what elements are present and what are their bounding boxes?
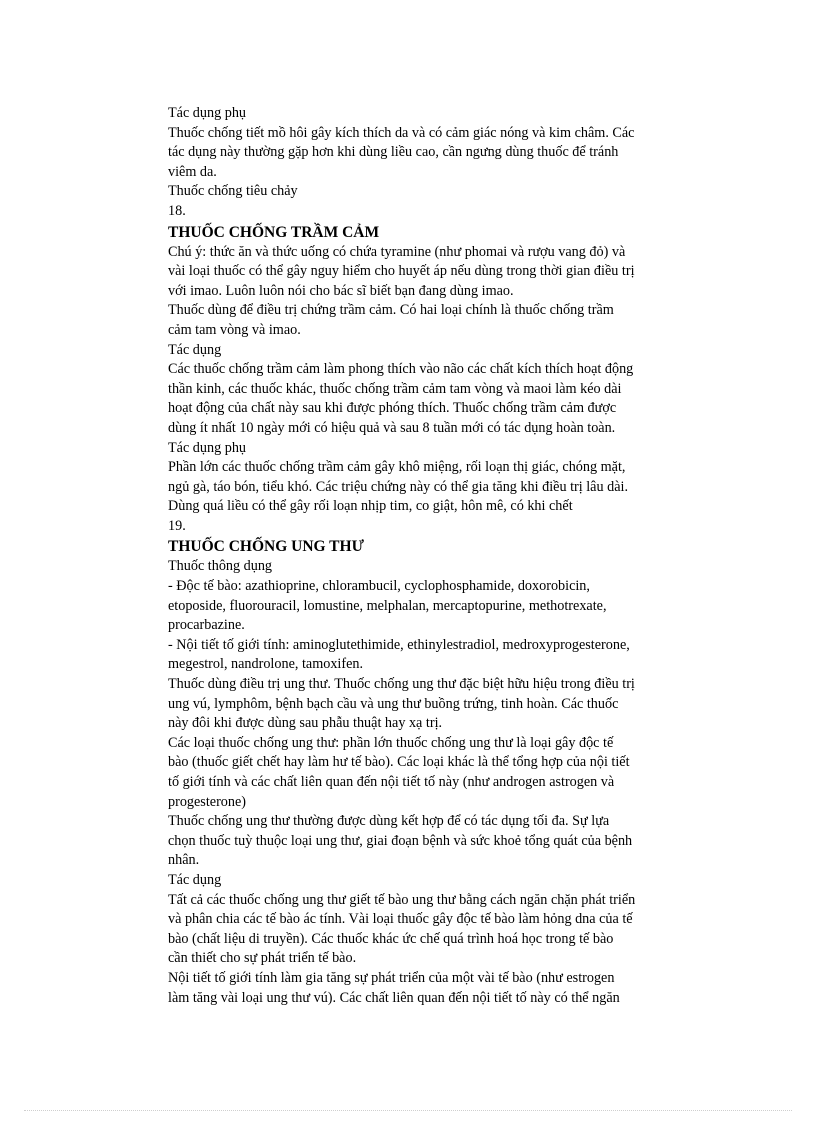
text-line: bào (thuốc giết chết hay làm hư tế bào). Các loại khác là thể tổng hợp của nội tiết bbox=[168, 754, 630, 771]
text-line: Chú ý: thức ăn và thức uống có chứa tyramine (như phomai và rượu vang đỏ) và bbox=[168, 243, 626, 260]
text-line: Các loại thuốc chống ung thư: phần lớn thuốc chống ung thư là loại gây độc tế bbox=[168, 734, 614, 751]
paragraph bbox=[168, 439, 700, 459]
paragraph bbox=[168, 517, 700, 537]
text-line: Các thuốc chống trầm cảm làm phong thích vào não các chất kích thích hoạt động bbox=[168, 361, 634, 378]
paragraph bbox=[168, 341, 700, 361]
text-line: dùng ít nhất 10 ngày mới có hiệu quả và sau 8 tuần mới có tác dụng hoàn toàn. bbox=[168, 419, 616, 436]
text-line: Dùng quá liều có thể gây rối loạn nhịp tim, co giật, hôn mê, có khi chết bbox=[168, 498, 573, 515]
text-line: Thuốc chống tiết mồ hôi gây kích thích da và có cảm giác nóng và kim châm. Các bbox=[168, 124, 635, 141]
text-line: cảm tam vòng và imao. bbox=[168, 321, 301, 338]
paragraph bbox=[168, 124, 700, 183]
text-line: vài loại thuốc có thể gây nguy hiểm cho huyết áp nếu dùng trong thời gian điều trị bbox=[168, 263, 635, 280]
text-line: ung vú, lymphôm, bệnh bạch cầu và ung thư buồng trứng, tinh hoàn. Các thuốc bbox=[168, 695, 619, 712]
paragraph bbox=[168, 871, 700, 891]
paragraph bbox=[168, 360, 700, 438]
paragraph bbox=[168, 577, 700, 636]
text-line: 19. bbox=[168, 517, 186, 534]
text-line: megestrol, nandrolone, tamoxifen. bbox=[168, 656, 364, 673]
text-line: với imao. Luôn luôn nói cho bác sĩ biết bạn đang dùng imao. bbox=[168, 282, 514, 299]
paragraph bbox=[168, 202, 700, 222]
text-line: Phần lớn các thuốc chống trầm cảm gây khô miệng, rối loạn thị giác, chóng mặt, bbox=[168, 459, 626, 476]
paragraph bbox=[168, 891, 700, 969]
text-line: Tất cả các thuốc chống ung thư giết tế bào ung thư bằng cách ngăn chặn phát triển bbox=[168, 891, 636, 908]
text-line: thần kinh, các thuốc khác, thuốc chống trầm cảm tam vòng và maoi làm kéo dài bbox=[168, 380, 622, 397]
section-heading bbox=[168, 223, 700, 243]
text-line: Thuốc chống ung thư thường được dùng kết hợp để có tác dụng tối đa. Sự lựa bbox=[168, 813, 610, 830]
text-line: ngủ gà, táo bón, tiểu khó. Các triệu chứng này có thể gia tăng khi điều trị lâu dài. bbox=[168, 478, 628, 495]
text-line: và phân chia các tế bào ác tính. Vài loại thuốc gây độc tế bào làm hỏng dna của tế bbox=[168, 911, 633, 928]
text-line: - Nội tiết tố giới tính: aminoglutethimide, ethinylestradiol, medroxyprogesterone, bbox=[168, 636, 630, 653]
paragraph bbox=[168, 301, 700, 340]
text-line: - Độc tế bào: azathioprine, chlorambucil, cyclophosphamide, doxorobicin, bbox=[168, 578, 590, 595]
heading-text: THUỐC CHỐNG TRẦM CẢM bbox=[168, 223, 380, 241]
paragraph bbox=[168, 104, 700, 124]
text-line: Thuốc chống tiêu chảy bbox=[168, 183, 298, 200]
text-line: etoposide, fluorouracil, lomustine, melphalan, mercaptopurine, methotrexate, bbox=[168, 597, 607, 614]
text-line: Tác dụng phụ bbox=[168, 439, 247, 456]
text-line: Tác dụng bbox=[168, 871, 222, 888]
paragraph bbox=[168, 969, 700, 1008]
text-line: chọn thuốc tuỳ thuộc loại ung thư, giai đoạn bệnh và sức khoẻ tổng quát của bệnh bbox=[168, 832, 633, 849]
text-line: tố giới tính và các chất liên quan đến nội tiết tố này (như androgen astrogen và bbox=[168, 774, 615, 790]
paragraph bbox=[168, 675, 700, 734]
paragraph bbox=[168, 557, 700, 577]
text-line: Tác dụng bbox=[168, 341, 222, 358]
text-line: cần thiết cho sự phát triển tế bào. bbox=[168, 950, 357, 967]
text-line: Thuốc thông dụng bbox=[168, 558, 273, 575]
text-line: này đôi khi được dùng sau phẫu thuật hay xạ trị. bbox=[168, 715, 443, 732]
text-line: làm tăng vài loại ung thư vú). Các chất liên quan đến nội tiết tố này có thể ngăn bbox=[168, 989, 620, 1006]
text-line: Nội tiết tố giới tính làm gia tăng sự phát triển của một vài tế bào (như estrogen bbox=[168, 969, 615, 986]
paragraph bbox=[168, 458, 700, 517]
text-line: procarbazine. bbox=[168, 617, 245, 634]
text-line: tác dụng này thường gặp hơn khi dùng liều cao, cần ngưng dùng thuốc để tránh bbox=[168, 144, 619, 161]
text-line: hoạt động của chất này sau khi được phóng thích. Thuốc chống trầm cảm được bbox=[168, 400, 617, 417]
text-line: bào (chất liệu di truyền). Các thuốc khác ức chế quá trình hoá học trong tế bào bbox=[168, 930, 614, 947]
paragraph bbox=[168, 734, 700, 812]
text-line: Thuốc dùng điều trị ung thư. Thuốc chống ung thư đặc biệt hữu hiệu trong điều trị bbox=[168, 676, 635, 693]
paragraph bbox=[168, 812, 700, 871]
paragraph bbox=[168, 636, 700, 675]
page-bottom-rule bbox=[24, 1110, 792, 1111]
text-line: Tác dụng phụ bbox=[168, 105, 247, 121]
text-line: progesterone) bbox=[168, 793, 246, 810]
paragraph bbox=[168, 182, 700, 202]
heading-text: THUỐC CHỐNG UNG THƯ bbox=[168, 538, 364, 556]
document-body bbox=[168, 104, 700, 1008]
text-line: 18. bbox=[168, 202, 186, 219]
paragraph bbox=[168, 243, 700, 302]
text-line: nhân. bbox=[168, 852, 200, 869]
section-heading bbox=[168, 537, 700, 557]
text-line: Thuốc dùng để điều trị chứng trầm cảm. Có hai loại chính là thuốc chống trầm bbox=[168, 302, 614, 319]
text-line: viêm da. bbox=[168, 163, 217, 180]
